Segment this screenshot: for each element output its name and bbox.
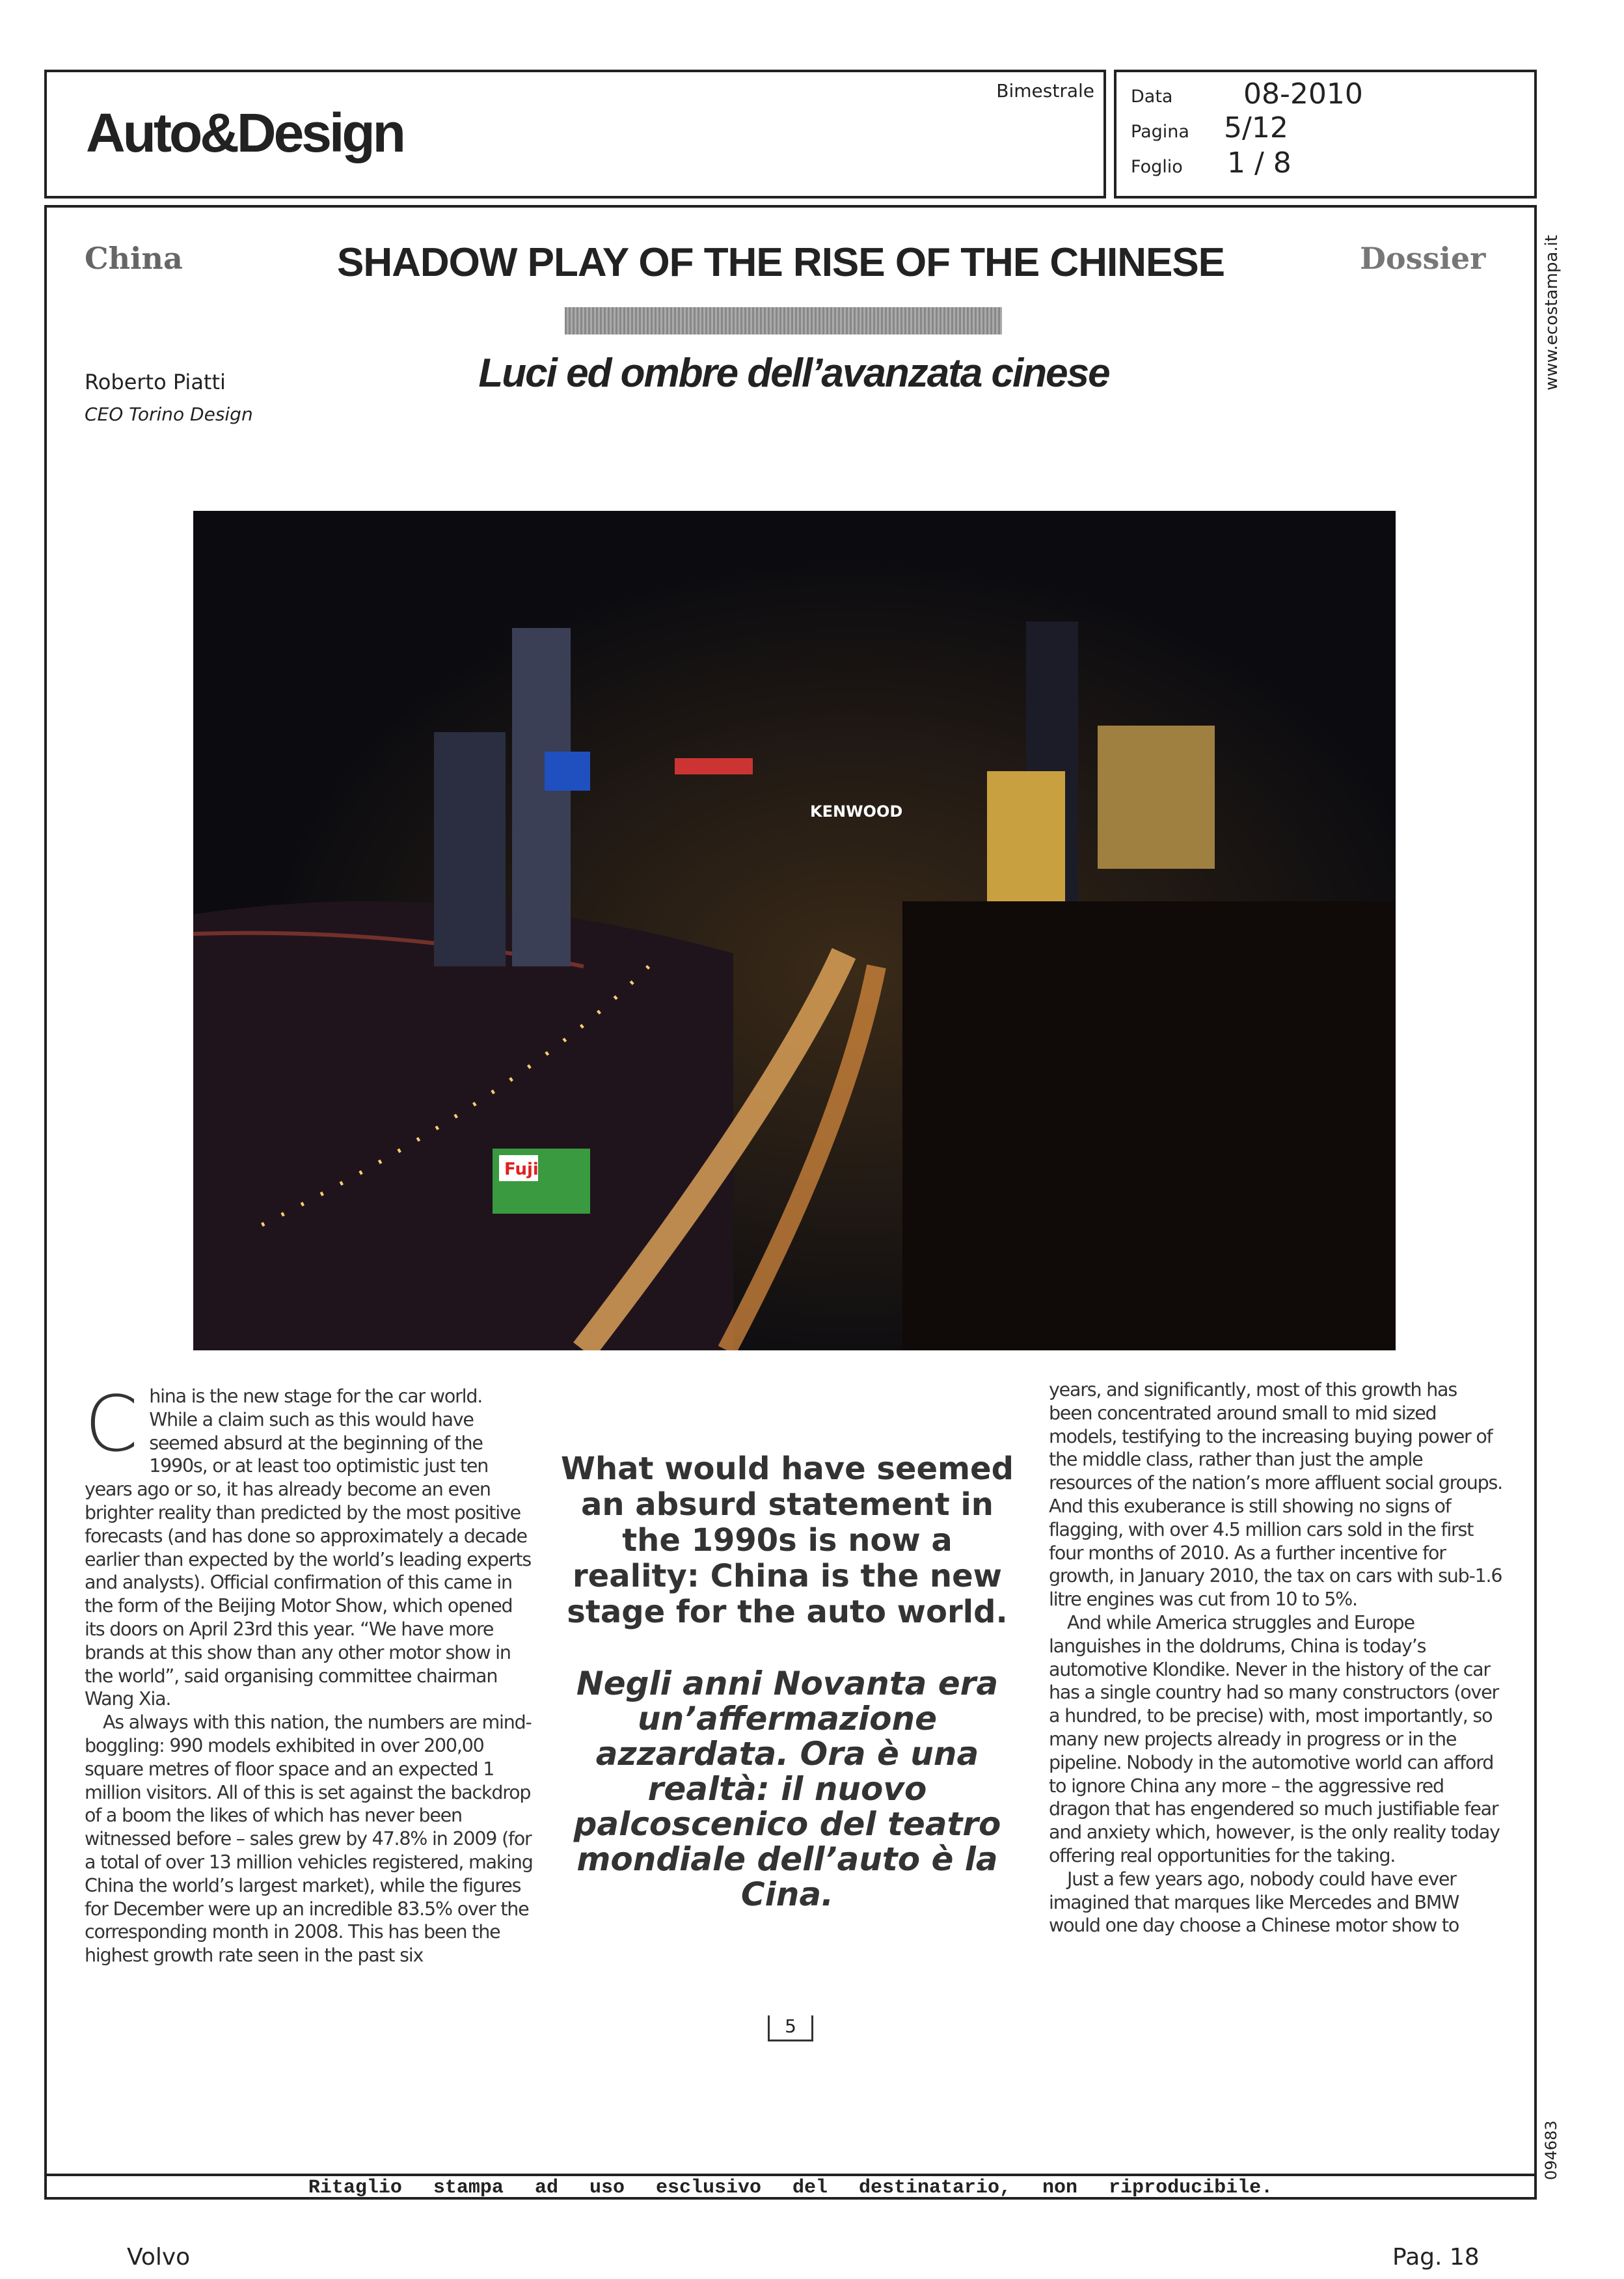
masthead-box — [44, 70, 1106, 198]
paragraph: And while America struggles and Europe languishes in the doldrums, China is today’s automotive Klondike. Never in the history of the car has a single country had so many constructors (over a hundred, to be precise) with, most importantly, so many new projects already in progress or in the pipeline. Nobody in the automotive world can afford to ignore China any more – the aggressive red dragon that has engendered so much justifiable fear and anxiety which, however, is the only reality today offering real opportunities for the taking. — [1049, 1611, 1500, 1866]
cityscape-illustration — [193, 511, 1396, 1350]
pull-quote-english: What would have seemed an absurd statement in the 1990s is now a reality: China is the new stage for the auto world. — [561, 1451, 1014, 1630]
source-site: www.ecostampa.it — [1542, 235, 1562, 390]
author-name: Roberto Piatti — [85, 370, 226, 394]
shanghai-night-photo — [193, 511, 1396, 1350]
sheet-value: 1 / 8 — [1227, 146, 1292, 180]
client-name: Volvo — [127, 2244, 191, 2271]
category-label: Dossier — [1360, 241, 1486, 276]
kenwood-sign: KENWOOD — [810, 802, 903, 821]
page-number: 5 — [768, 2015, 813, 2041]
section-label: China — [85, 241, 183, 276]
page-value: 5/12 — [1224, 111, 1288, 144]
paragraph: years, and significantly, most of this growth has been concentrated around small to mid sized models, testifying to the increasing buying power of the middle class, rather than just the ample resources of the nation’s more affluent social groups. And this exuberance is still showing no signs of flagging, with over 4.5 million cars sold in the first four months of 2010. As a further incentive for growth, in January 2010, the tax on cars with sub-1.6 litre engines was cut from 10 to 5%. — [1049, 1379, 1503, 1611]
article-title: SHADOW PLAY OF THE RISE OF THE CHINESE — [336, 240, 1225, 285]
metadata-box — [1114, 70, 1537, 198]
reproduction-notice: Ritaglio stampa ad uso esclusivo del destinatario, non riproducibile. — [44, 2174, 1537, 2200]
date-label: Data — [1131, 87, 1173, 107]
sheet-label: Foglio — [1131, 157, 1183, 177]
paragraph: Just a few years ago, nobody could have ever imagined that marques like Mercedes and BMW would one day choose a Chinese motor show to — [1049, 1868, 1459, 1937]
article-subtitle: Luci ed ombre dell’avanzata cinese — [478, 351, 1109, 396]
title-divider-bar — [565, 307, 1002, 334]
clipping-page: Pag. 18 — [1392, 2244, 1480, 2271]
left-column — [85, 1379, 534, 1967]
author-role: CEO Torino Design — [85, 403, 253, 425]
date-value: 08-2010 — [1243, 77, 1363, 111]
publication-logo: Auto&Design — [86, 102, 403, 163]
page-label: Pagina — [1131, 122, 1189, 142]
pull-quote-italian: Negli anni Novanta era un’affermazione azzardata. Ora è una realtà: il nuovo palcoscenico del teatro mondiale dell’auto è la Cina. — [573, 1665, 1001, 1913]
paragraph: As always with this nation, the numbers are mind-boggling: 990 models exhibited in over 200,00 square metres of floor space and an expected 1 million visitors. All of this is set against the backdrop of a boom the likes of which has never been witnessed before – sales grew by 47.8% in 2009 (for a total of over 13 million vehicles registered, making China the world’s largest market), while the figures for December were up an incredible 83.5% over the corresponding month in 2008. This has been the highest growth rate seen in the past six — [85, 1712, 533, 1967]
fuji-sign: Fuji — [504, 1160, 539, 1179]
paragraph: hina is the new stage for the car world. While a claim such as this would have seemed absurd at the beginning of the 1990s, or at least too optimistic just ten years ago or so, it has already become an even brighter reality than predicted by the most positive forecasts (and has done so approximately a decade earlier than expected by the world’s leading experts and analysts). Official confirmation of this came in the form of the Beijing Motor Show, which opened its doors on April 23rd this year. “We have more brands at this show than any other motor show in the world”, said organising committee chairman Wang Xia. — [85, 1385, 532, 1710]
drop-cap: C — [85, 1379, 138, 1469]
right-column — [1049, 1378, 1504, 1937]
frequency-label: Bimestrale — [996, 80, 1094, 102]
clipping-code: 094683 — [1542, 2120, 1560, 2180]
